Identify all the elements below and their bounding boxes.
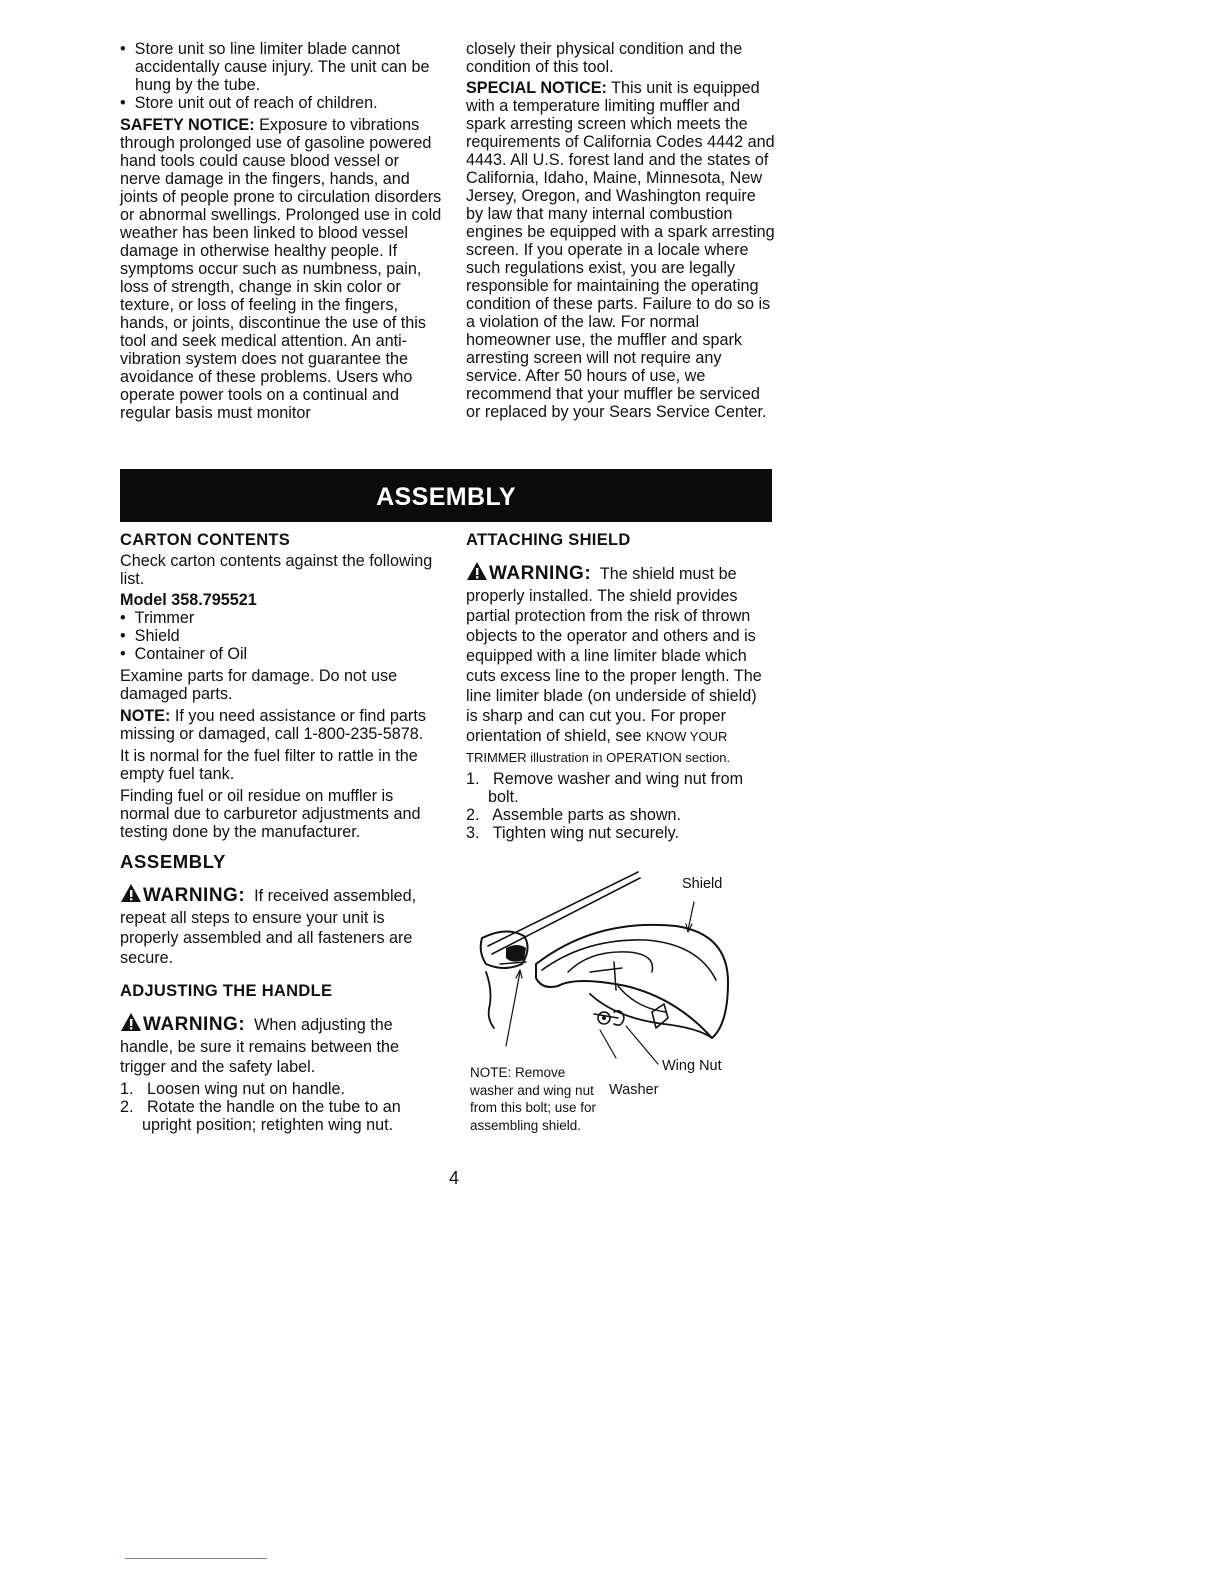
left-top-column (120, 40, 442, 422)
right-top-column (466, 40, 776, 421)
warning-triangle-icon (120, 883, 142, 908)
note-text: If you need assistance or find parts missing or damaged, call 1-800-235-5878. (120, 707, 426, 743)
shield-ref-caps: KNOW YOUR TRIMMER illustration in OPERATION section. (466, 729, 731, 765)
attaching-shield-heading: ATTACHING SHIELD (466, 531, 631, 549)
bullet-store-unit: • Store unit so line limiter blade cannot accidentally cause injury. The unit can be hung by the tube. (120, 40, 430, 94)
residue-text: Finding fuel or oil residue on muffler is normal due to carburetor adjustments and testing done by the manufacturer. (120, 787, 421, 841)
safety-notice-label: SAFETY NOTICE: (120, 116, 255, 134)
handle-step: 1. Loosen wing nut on handle. (120, 1080, 346, 1098)
step-text: Remove washer and wing nut from bolt. (488, 770, 744, 806)
bullet-text: Store unit out of reach of children. (134, 94, 378, 112)
examine-text: Examine parts for damage. Do not use damaged parts. (120, 667, 398, 703)
warning-triangle-icon (120, 1012, 142, 1037)
figure-note: NOTE: Remove washer and wing nut from this bolt; use for assembling shield. (470, 1065, 597, 1133)
shield-step: 3. Tighten wing nut securely. (466, 824, 679, 842)
label-washer: Washer (609, 1082, 659, 1098)
handle-step: 2. Rotate the handle on the tube to an upright position; retighten wing nut. (120, 1098, 401, 1134)
right-bottom-column (466, 531, 772, 842)
bullet-children: • Store unit out of reach of children. (120, 94, 378, 112)
model-number: Model 358.795521 (120, 591, 257, 609)
warning-text: The shield must be properly installed. The shield provides partial protection from the risk of thrown objects to the operator and others and is equipped with a line limiter blade which cuts excess line to the proper length. The line limiter blade (on underside of shield) is sharp and can cut you. For proper orientation of shield, see (466, 565, 762, 745)
carton-contents-heading: CARTON CONTENTS (120, 531, 291, 549)
carton-item: • Container of Oil (120, 645, 248, 663)
special-notice-label: SPECIAL NOTICE: (466, 79, 607, 97)
page-number: 4 (449, 1168, 460, 1188)
continuation-text: closely their physical condition and the condition of this tool. (466, 40, 743, 76)
shield-assembly-figure (466, 868, 766, 1156)
carton-item-text: Shield (134, 627, 180, 645)
warning-text: When adjusting the handle, be sure it remains between the trigger and the safety label. (120, 1016, 399, 1076)
left-bottom-column (120, 531, 436, 1134)
carton-item: • Trimmer (120, 609, 195, 627)
shield-step: 2. Assemble parts as shown. (466, 806, 682, 824)
adjusting-handle-heading: ADJUSTING THE HANDLE (120, 982, 333, 1000)
assembly-warning (120, 883, 436, 968)
carton-note (120, 707, 436, 743)
assembly-banner: ASSEMBLY (120, 469, 772, 522)
note-label: NOTE: (120, 707, 171, 725)
handle-warning (120, 1012, 436, 1077)
warning-word: WARNING: (143, 885, 246, 906)
shield-step: 1. Remove washer and wing nut from bolt. (466, 770, 744, 806)
carton-item-text: Trimmer (134, 609, 195, 627)
step-text: Assemble parts as shown. (492, 806, 682, 824)
footer-rule (125, 1558, 267, 1559)
label-wing-nut: Wing Nut (662, 1058, 722, 1074)
step-text: Loosen wing nut on handle. (147, 1080, 346, 1098)
carton-item-text: Container of Oil (134, 645, 248, 663)
fuel-filter-text: It is normal for the fuel filter to rattle in the empty fuel tank. (120, 747, 418, 783)
carton-item: • Shield (120, 627, 180, 645)
assembly-heading: ASSEMBLY (120, 851, 226, 872)
warning-triangle-icon (466, 561, 488, 586)
label-shield: Shield (682, 876, 723, 892)
warning-word: WARNING: (489, 563, 592, 584)
safety-notice (120, 116, 442, 422)
carton-intro: Check carton contents against the following list. (120, 552, 433, 588)
warning-text: If received assembled, repeat all steps to ensure your unit is properly assembled and all fasteners are secure. (120, 887, 417, 967)
warning-word: WARNING: (143, 1014, 246, 1035)
step-text: Rotate the handle on the tube to an upright position; retighten wing nut. (142, 1098, 401, 1134)
bullet-text: Store unit so line limiter blade cannot accidentally cause injury. The unit can be hung by the tube. (134, 40, 430, 94)
special-notice-text: This unit is equipped with a temperature limiting muffler and spark arresting screen which meets the requirements of California Codes 4442 and 4443. All U.S. forest land and the states of California, Idaho, Maine, Minnesota, New Jersey, Oregon, and Washington require by law that many internal combustion engines be equipped with a spark arresting screen. If you operate in a locale where such regulations exist, you are legally responsible for maintaining the operating condition of these parts. Failure to do so is a violation of the law. For normal homeowner use, the muffler and spark arresting screen will not require any service. After 50 hours of use, we recommend that your muffler be serviced or replaced by your Sears Service Center. (466, 79, 775, 421)
special-notice (466, 79, 776, 421)
shield-warning (466, 561, 772, 768)
safety-notice-text: Exposure to vibrations through prolonged use of gasoline powered hand tools could cause blood vessel or nerve damage in the fingers, hands, and joints of people prone to circulation disorders or abnormal swellings. Prolonged use in cold weather has been linked to blood vessel damage in otherwise healthy people. If symptoms occur such as numbness, pain, loss of strength, change in skin color or texture, or loss of feeling in the fingers, hands, or joints, discontinue the use of this tool and seek medical attention. An anti-vibration system does not guarantee the avoidance of these problems. Users who operate power tools on a continual and regular basis must monitor (120, 116, 442, 422)
step-text: Tighten wing nut securely. (492, 824, 679, 842)
